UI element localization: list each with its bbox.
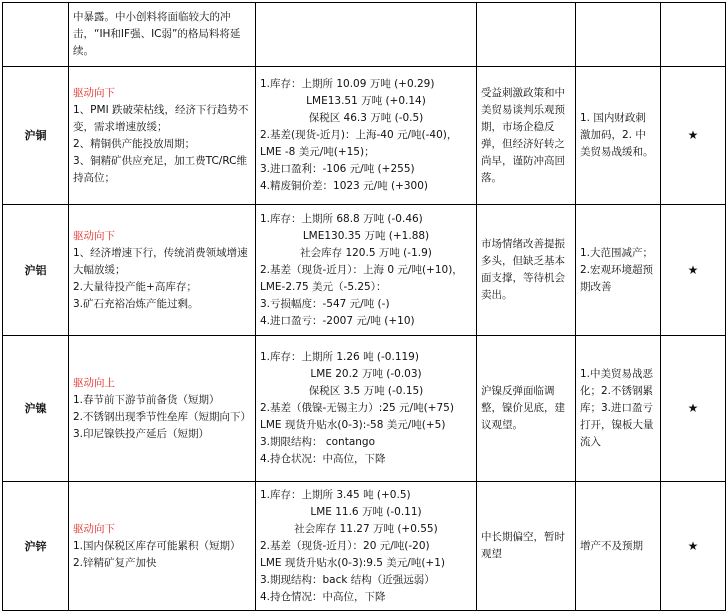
rating-star-icon: ★ xyxy=(661,336,726,482)
indicator-cell xyxy=(256,205,477,336)
indicator-line: 2.基差(现货-近月)：上海-40 元/吨(-40)，LME -8 美元/吨(+15)； xyxy=(260,129,458,158)
commodity-name xyxy=(3,3,69,67)
commodity-name: 沪镍 xyxy=(3,336,69,482)
driver-cell xyxy=(69,3,256,67)
indicator-cell xyxy=(256,3,477,67)
indicator-line: 1.库存：上期所 3.45 吨 (+0.5) xyxy=(260,488,411,501)
driver-item: 2.大量待投产能+高库存； xyxy=(73,280,197,293)
indicator-line: 2.基差（俄镍-无锡主力）:25 元/吨(+75) xyxy=(260,402,454,414)
indicator-line: 2.基差（现货-近月）：20 元/吨(-20) xyxy=(260,539,430,552)
futures-strategy-table xyxy=(2,2,726,611)
rating-star-icon: ★ xyxy=(661,67,726,205)
indicator-cell xyxy=(256,67,477,205)
table-row xyxy=(3,67,726,205)
indicator-line: LME 11.6 万吨 (-0.11) xyxy=(310,505,422,518)
indicator-line: 2.基差（现货-近月）：上海 0 元/吨(+10)，LME-2.75 美元（-5.25）： xyxy=(260,263,463,293)
indicator-line: 4.进口盈亏：-2007 元/吨 (+10) xyxy=(260,314,415,327)
driver-item: 2.不锈钢出现季节性垒库（短期向下） xyxy=(73,410,252,423)
table-row xyxy=(3,482,726,611)
view-cell xyxy=(477,3,576,67)
driver-item: 2.锌精矿复产加快 xyxy=(73,556,157,569)
indicator-line: LME 现货升贴水(0-3):-58 美元/吨(+5) xyxy=(260,419,446,431)
driver-item: 3、铜精矿供应充足，加工费TC/RC维持高位； xyxy=(73,154,247,184)
risk-cell: 1.中美贸易战恶化；2.不锈钢累库；3.进口盈亏打开，镍板大量流入 xyxy=(576,336,661,482)
indicator-line: 4.精废铜价差：1023 元/吨 (+300) xyxy=(260,180,428,192)
driver-cell xyxy=(69,67,256,205)
indicator-line: 3.亏损幅度：-547 元/吨 (-) xyxy=(260,297,390,310)
indicator-cell xyxy=(256,482,477,611)
view-cell: 市场情绪改善提振多头，但缺乏基本面支撑，等待机会卖出。 xyxy=(477,205,576,336)
indicator-line: LME 现货升贴水(0-3):9.5 美元/吨(+1) xyxy=(260,556,446,569)
driver-cell xyxy=(69,205,256,336)
commodity-name: 沪铝 xyxy=(3,205,69,336)
indicator-line: LME 20.2 万吨 (-0.03) xyxy=(310,368,422,380)
driver-item: 1.国内保税区库存可能累积（短期） xyxy=(73,539,241,552)
indicator-cell xyxy=(256,336,477,482)
rating-cell xyxy=(661,3,726,67)
driver-title: 驱动向上 xyxy=(73,376,115,389)
risk-cell: 增产不及预期 xyxy=(576,482,661,611)
driver-item: 2、精铜供产能投放周期； xyxy=(73,137,196,150)
indicator-line: 1.库存：上期所 10.09 万吨 (+0.29) xyxy=(260,78,435,90)
indicator-line: 3.期现结构：back 结构（近强远弱） xyxy=(260,573,435,586)
indicator-line: 4.持仓情况：中高位，下降 xyxy=(260,590,386,603)
driver-item: 1、经济增速下行，传统消费领域增速大幅放缓； xyxy=(73,246,248,276)
indicator-line: LME130.35 万吨 (+1.88) xyxy=(302,229,430,242)
view-cell: 沪镍反弹面临调整，镍价见底，建议观望。 xyxy=(477,336,576,482)
commodity-name: 沪铜 xyxy=(3,67,69,205)
risk-cell: 1. 国内财政刺激加码，2. 中美贸易战缓和。 xyxy=(576,67,661,205)
indicator-line: 1.库存：上期所 68.8 万吨 (-0.46) xyxy=(260,212,423,225)
indicator-line: 4.持仓状况：中高位，下降 xyxy=(260,453,386,465)
driver-cell xyxy=(69,336,256,482)
indicator-line: 3.期限结构： contango xyxy=(260,436,376,448)
indicator-line: LME13.51 万吨 (+0.14) xyxy=(306,95,426,107)
indicator-line: 社会库存 11.27 万吨 (+0.55) xyxy=(294,522,438,535)
driver-title: 驱动向下 xyxy=(73,86,115,99)
indicator-line: 1.库存：上期所 1.26 吨 (-0.119) xyxy=(260,351,419,363)
driver-item: 1.春节前下游节前备货（短期） xyxy=(73,393,220,406)
driver-cell xyxy=(69,482,256,611)
table-row xyxy=(3,3,726,67)
indicator-line: 保税区 46.3 万吨 (-0.5) xyxy=(308,112,424,124)
driver-item: 3.矿石充裕冶炼产能过剩。 xyxy=(73,297,199,310)
table-row xyxy=(3,205,726,336)
table-row xyxy=(3,336,726,482)
risk-cell: 1.大范围减产；2.宏观环境超预期改善 xyxy=(576,205,661,336)
view-cell: 中长期偏空，暂时观望 xyxy=(477,482,576,611)
indicator-line: 保税区 3.5 万吨 (-0.15) xyxy=(308,385,424,397)
view-cell: 受益刺激政策和中美贸易谈判乐观预期，市场企稳反弹，但经济好转之尚早，谨防冲高回落。 xyxy=(477,67,576,205)
driver-title: 驱动向下 xyxy=(73,522,115,535)
driver-item: 1、PMI 跌破荣枯线，经济下行趋势不变，需求增速放缓； xyxy=(73,103,249,133)
driver-item: 3.印尼镍铁投产延后（短期） xyxy=(73,427,210,440)
rating-star-icon: ★ xyxy=(661,482,726,611)
commodity-name: 沪锌 xyxy=(3,482,69,611)
indicator-line: 社会库存 120.5 万吨 (-1.9) xyxy=(300,246,432,259)
driver-text: 中暴露。中小创料将面临较大的冲击，“IH和IF强、IC弱”的格局料将延续。 xyxy=(73,11,241,57)
indicator-line: 3.进口盈利：-106 元/吨 (+255) xyxy=(260,163,415,175)
driver-title: 驱动向下 xyxy=(73,229,115,242)
rating-star-icon: ★ xyxy=(661,205,726,336)
risk-cell xyxy=(576,3,661,67)
